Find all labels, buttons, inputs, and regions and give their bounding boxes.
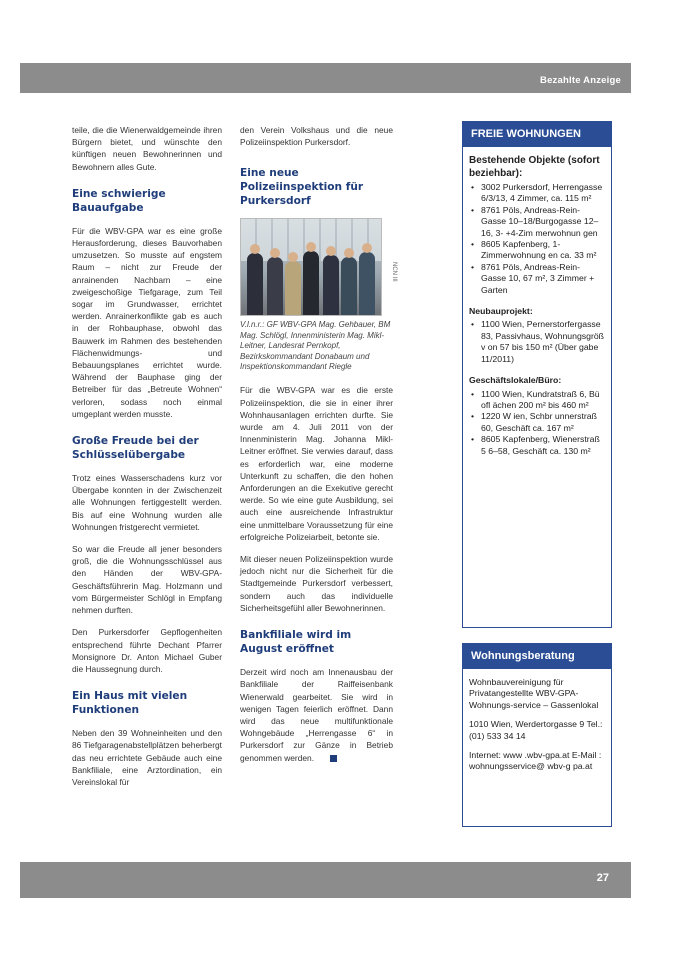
listing-item: • 8605 Kapfenberg, Wienerstraß 5 6–58, Geschäft ca. 130 m² <box>469 434 605 457</box>
section-heading: Eine neue Polizeiinspektion für Purkersdorf <box>240 167 364 208</box>
address: 1010 Wien, Werdertorgasse 9 Tel.: (01) 533 34 14 <box>469 719 603 741</box>
paragraph: Für die WBV-GPA war es eine große Herausforderung, dieses Bauvorhaben umzusetzen. So musste auf engstem Raum – nicht zur Freude der anrainenden Nachbarn – eine zweigeschoßige Tiefgarage, zum Teil sogar im Grundwasser, errichtet werden. Anrainerkonflikte gab es auch in der Rohbauphase, obwohl das Bauwerk im Rahmen des bestehenden Flächenwidmungs- und Bebauungsplanes errichtet wurde. Während der Bauphase ging der Betreiber für das „Betreute Wohnen“ verloren, sodass noch einmal umgeplant werden musste. <box>72 225 222 419</box>
end-mark <box>330 755 337 762</box>
paragraph <box>240 666 393 764</box>
paragraph: Für die WBV-GPA war es die erste Polizeiinspektion, die sie in einer ihrer Wohnhausanlagen errichten durfte. Sie wurde am 4. Juli 2011 von der Innenministerin Mag. Johanna Mikl-Leitner eröffnet. Sie verwies darauf, dass es erforderlich war, eine moderne Unterkunft zu schaffen, die den hohen Anforderungen an die Exekutive gerecht werde. So wie eine gute Ausbildung, sei auch eine ausreichende Infrastruktur eine unmittelbare Voraussetzung für eine erfolgreiche Polizeiarbeit, betonte sie. <box>240 385 393 542</box>
article-column-1 <box>72 124 222 798</box>
paragraph: Mit dieser neuen Polizeiinspektion wurde jedoch nicht nur die Sicherheit für die Stadtgemeinde Purkersdorf verbessert, sondern auch das individuelle Sicherheitsgefühl aller Bewohnerinnen. <box>240 554 393 613</box>
header-bar <box>20 63 631 93</box>
photo-credit: NCN III <box>391 262 397 282</box>
photo-caption: V.l.n.r.: GF WBV-GPA Mag. Gehbauer, BM Mag. Schlögl, Innenministerin Mag. Mikl-Leitner, Landesrat Pernkopf, Bezirkskommandant Donabaum und Inspektionskommandant Riegle <box>240 320 391 372</box>
web-contact[interactable]: Internet: www .wbv-gpa.at E-Mail : wohnungsservice@ wbv-g pa.at <box>469 750 602 772</box>
section-heading: Große Freude bei der Schlüsselübergabe <box>72 435 199 462</box>
paragraph: Trotz eines Wasserschadens kurz vor Übergabe konnten in der Zwischenzeit alle Wohnungen fertiggestellt werden. Bis auf eine Wohnung wurden alle Wohnungen fristgerecht vermietet. <box>72 473 222 532</box>
paragraph-text: Derzeit wird noch am Innenausbau der Bankfiliale der Raiffeisenbank Wienerwald gearbeitet. Sie wird in wenigen Tagen feierlich eröffnet. Dann wird das neue multifunktionale Wohngebäude „Herrengasse 6“ in Purkersdorf zur Gänze in Betrieb genommen werden. <box>240 667 393 763</box>
section-title: Geschäftslokale/Büro: <box>469 375 562 386</box>
listing-list <box>469 319 605 365</box>
paragraph: Neben den 39 Wohneinheiten und den 86 Tiefgaragenabstellplätzen beherbergt das neu errichtete Gebäude auch eine Bankfiliale, eine Arztordination, ein Vereinslokal für <box>72 728 222 787</box>
page-number: 27 <box>596 872 609 884</box>
section-heading: Eine schwierige Bauaufgabe <box>72 187 166 214</box>
listing-item: • 1220 W ien, Schbr unnerstraß 60, Geschäft ca. 167 m² <box>469 411 605 434</box>
paid-ad-label: Bezahlte Anzeige <box>540 75 621 86</box>
housing-advice-box <box>462 643 612 827</box>
footer-bar <box>20 862 631 898</box>
paragraph: Den Purkersdorfer Gepflogenheiten entsprechend führte Dechant Pfarrer Monsignore Dr. Anton Michael Guber die Haussegnung durch. <box>72 627 222 674</box>
listing-item: • 1100 Wien, Pernerstorfergasse 83, Passivhaus, Wohnungsgröß v on 57 bis 150 m² (Über gabe 11/2011) <box>469 319 605 365</box>
listing-item: • 8761 Pöls, Andreas-Rein-Gasse 10, 67 m², 3 Zimmer + Garten <box>469 262 605 296</box>
section-title: Neubauprojekt: <box>469 306 533 317</box>
listing-list <box>469 389 605 457</box>
section-heading: Ein Haus mit vielen Funktionen <box>72 690 188 717</box>
paragraph: teile, die die Wienerwaldgemeinde ihren Bürgern bietet, und wünschte den künftigen neuen Bewohnerinnen und Bewohnern alles Gute. <box>72 125 222 172</box>
article-column-2 <box>240 124 393 774</box>
organization: Wohnbauvereinigung für Privatangestellte WBV-GPA-Wohnungs-service – Gassenlokal <box>469 677 599 710</box>
listing-item: • 8605 Kapfenberg, 1-Zimmerwohnung en ca. 33 m² <box>469 239 605 262</box>
box-title: Wohnungsberatung <box>463 644 611 669</box>
box-title: FREIE WOHNUNGEN <box>463 122 611 147</box>
paragraph: den Verein Volkshaus und die neue Polizeiinspektion Purkersdorf. <box>240 125 393 148</box>
group-photo <box>240 218 382 316</box>
listing-list <box>469 182 605 296</box>
listing-item: • 1100 Wien, Kundratstraß 6, Bü ofl ächen 200 m² bis 460 m² <box>469 389 605 412</box>
listing-item: • 8761 Pöls, Andreas-Rein-Gasse 10–18/Burgogasse 12–16, 3- +4-Zim merwohnun gen <box>469 205 605 239</box>
section-title: Bestehende Objekte (sofort beziehbar): <box>469 155 600 179</box>
paragraph: So war die Freude all jener besonders groß, die die Wohnungsschlüssel aus den Händen der WBV-GPA-Geschäftsführerin Mag. Holzmann und vom Bürgermeister Schlögl in Empfang nehmen durften. <box>72 544 222 616</box>
listing-item: • 3002 Purkersdorf, Herrengasse 6/3/13, 4 Zimmer, ca. 115 m² <box>469 182 605 205</box>
section-heading: Bankfiliale wird im August eröffnet <box>240 629 352 656</box>
free-apartments-box <box>462 121 612 628</box>
